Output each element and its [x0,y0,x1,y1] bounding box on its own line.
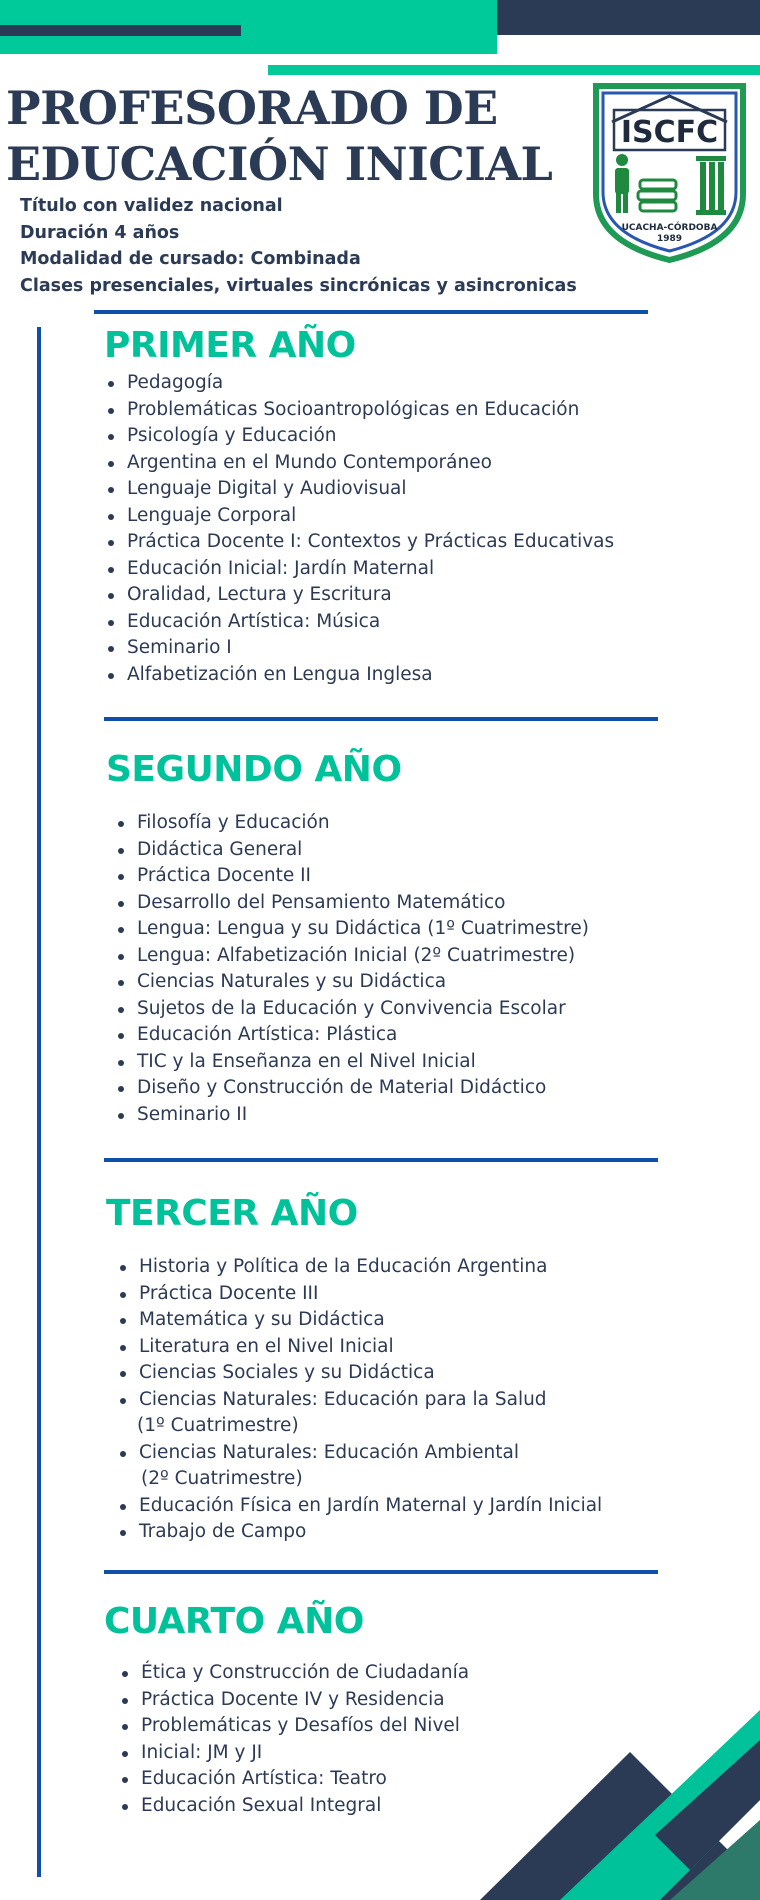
subject-item: Matemática y su Didáctica [116,1307,602,1334]
section-tercer-ano [106,1192,602,1546]
subject-item [116,1440,602,1493]
subject-item: Problemáticas Socioantropológicas en Educación [104,397,614,424]
year-title: CUARTO AÑO [104,1601,364,1642]
subject-item: Práctica Docente II [114,863,589,890]
subject-item: Educación Artística: Plástica [114,1022,589,1049]
program-info-validity: Título con validez nacional [20,196,283,216]
logo-place: UCACHA-CÓRDOBA [621,223,718,233]
subject-item: Lengua: Alfabetización Inicial (2º Cuatrimestre) [114,943,589,970]
subject-item: Oralidad, Lectura y Escritura [104,582,614,609]
program-info-list [20,193,577,299]
page-title [6,80,576,192]
subject-list [116,1254,602,1546]
subject-item: Literatura en el Nivel Inicial [116,1334,602,1361]
subject-item: Lengua: Lengua y su Didáctica (1º Cuatrimestre) [114,916,589,943]
subject-item: Alfabetización en Lengua Inglesa [104,662,614,689]
subject-item: Desarrollo del Pensamiento Matemático [114,890,589,917]
corner-decoration [480,1680,760,1900]
header-navy-thin-bar [0,25,241,36]
subject-item: Educación Física en Jardín Maternal y Jardín Inicial [116,1493,602,1520]
subject-item: Educación Inicial: Jardín Maternal [104,556,614,583]
subject-item: Pedagogía [104,370,614,397]
divider [104,1570,658,1574]
subject-item: Argentina en el Mundo Contemporáneo [104,450,614,477]
section-primer-ano [104,324,614,688]
subject-item: TIC y la Enseñanza en el Nivel Inicial [114,1049,589,1076]
divider [104,1158,658,1162]
subject-item: Seminario I [104,635,614,662]
subject-list [114,810,589,1128]
page-title-line2: EDUCACIÓN INICIAL [6,137,553,191]
subject-item: Lenguaje Digital y Audiovisual [104,476,614,503]
subject-item: Didáctica General [114,837,589,864]
divider [104,717,658,721]
page-title-line1: PROFESORADO DE [6,81,498,135]
subject-text: Ciencias Naturales: Educación Ambiental [139,1441,519,1463]
institute-logo [592,82,747,264]
subject-item: Psicología y Educación [104,423,614,450]
subject-item: Práctica Docente I: Contextos y Prácticas Educativas [104,529,614,556]
subject-item: Ética y Construcción de Ciudadanía [118,1660,469,1687]
program-info-duration: Duración 4 años [20,222,180,243]
subject-item: Seminario II [114,1102,589,1129]
year-title: TERCER AÑO [106,1193,358,1234]
divider [94,310,648,314]
subject-item: Filosofía y Educación [114,810,589,837]
subject-continuation: (1º Cuatrimestre) [137,1415,299,1436]
logo-text: ISCFC [620,115,719,150]
subject-item: Educación Sexual Integral [118,1793,469,1820]
year-title: PRIMER AÑO [104,325,356,366]
subject-item: Práctica Docente IV y Residencia [118,1687,469,1714]
subject-item: Problemáticas y Desafíos del Nivel [118,1713,469,1740]
subject-item [116,1387,602,1440]
vertical-rule [37,327,41,1877]
subject-text: Ciencias Naturales: Educación para la Salud [139,1388,547,1410]
subject-list [104,370,614,688]
section-segundo-ano [106,748,589,1128]
subject-item: Sujetos de la Educación y Convivencia Escolar [114,996,589,1023]
subject-item: Lenguaje Corporal [104,503,614,530]
subject-item: Educación Artística: Música [104,609,614,636]
subject-item: Historia y Política de la Educación Argentina [116,1254,602,1281]
program-info-classes: Clases presenciales, virtuales sincrónicas y asincronicas [20,275,577,296]
subject-item: Trabajo de Campo [116,1519,602,1546]
header-navy-bar [497,0,760,35]
subject-item: Inicial: JM y JI [118,1740,469,1767]
subject-item: Educación Artística: Teatro [118,1766,469,1793]
logo-year: 1989 [656,234,683,244]
subject-item: Ciencias Sociales y su Didáctica [116,1360,602,1387]
header-green-thin-bar [268,65,760,75]
subject-continuation: (2º Cuatrimestre) [141,1468,303,1489]
year-title: SEGUNDO AÑO [106,749,402,790]
section-cuarto-ano [104,1600,469,1819]
subject-item: Práctica Docente III [116,1281,602,1308]
subject-item: Diseño y Construcción de Material Didáctico [114,1075,589,1102]
subject-list [118,1660,469,1819]
program-info-modality: Modalidad de cursado: Combinada [20,249,361,269]
subject-item: Ciencias Naturales y su Didáctica [114,969,589,996]
